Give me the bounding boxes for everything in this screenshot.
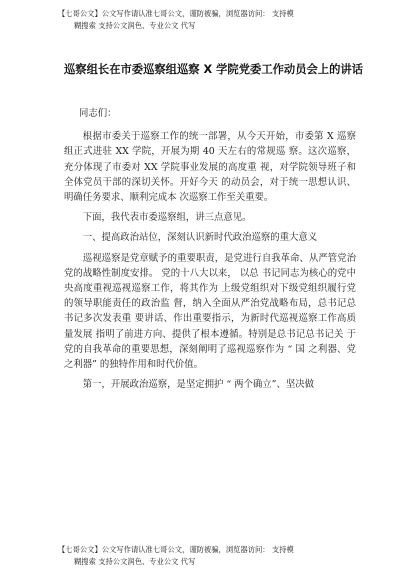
- section-heading-1: 一、提高政治站位，深刻认识新时代政治巡察的重大意义: [82, 232, 318, 244]
- header-banner: [58, 8, 358, 32]
- document-title: 巡察组长在市委巡察组巡察 X 学院党委工作动员会上的讲话: [64, 63, 364, 76]
- paragraph-section-1: 巡视巡察是党章赋予的重要职责，是党进行自我革命、从严管党治党的战略性制度安排。 党的十八大以来， 以总 书记同志为核心的党中央高度重视巡视巡察工作，将其作为 上级党组织对下级党组织履行党的领导职能责任的政治监 督，纳入全面从严治党战略布局，总书记总书记多次发表重 要讲话、作出重要指示，为新时代巡视巡察工作高质量发展 指明了前进方向、提供了根本遵循。特别是总书记总书记关 于党的自我革命的重要思想，深刻阐明了巡视巡察作为 “ 国 之利器、党之利器” 的独特作用和时代价值。: [64, 252, 356, 371]
- header-banner-line-1: 【七哥公文】公文写作请认准七哥公文，谨防被骗，浏览器访问： 支持模: [58, 9, 294, 18]
- footer-banner: [58, 544, 358, 568]
- document-body: [64, 106, 356, 392]
- salutation: 同志们：: [79, 108, 117, 119]
- paragraph-outline: 下面，我代表市委巡察组，讲三点意见。: [82, 212, 252, 224]
- paragraph-point-1: 第一，开展政治巡察，是坚定拥护 “ 两个确立”、坚决做: [82, 379, 314, 391]
- paragraph-intro: 根据市委关于巡察工作的统一部署，从今天开始，市委第 X 巡察组正式进驻 XX 学院，开展为期 40 天左右的常规巡 察。这次巡察，充分体现了市委对 XX 学院事业发展的高度重 视，对学院领导班子和全体党员干部的深切关怀。开好今天 的动员会，对于统一思想认识、 明确任务要求、顺利完成本 次巡察工作至关重要。: [64, 131, 356, 204]
- footer-banner-line-1: 【七哥公文】公文写作请认准七哥公文，谨防被骗，浏览器访问： 支持模: [58, 545, 294, 554]
- footer-banner-line-2: 糊搜索 支持公文润色、专业公文 代写: [74, 557, 196, 566]
- header-banner-line-2: 糊搜索 支持公文润色、专业公文 代写: [74, 21, 196, 30]
